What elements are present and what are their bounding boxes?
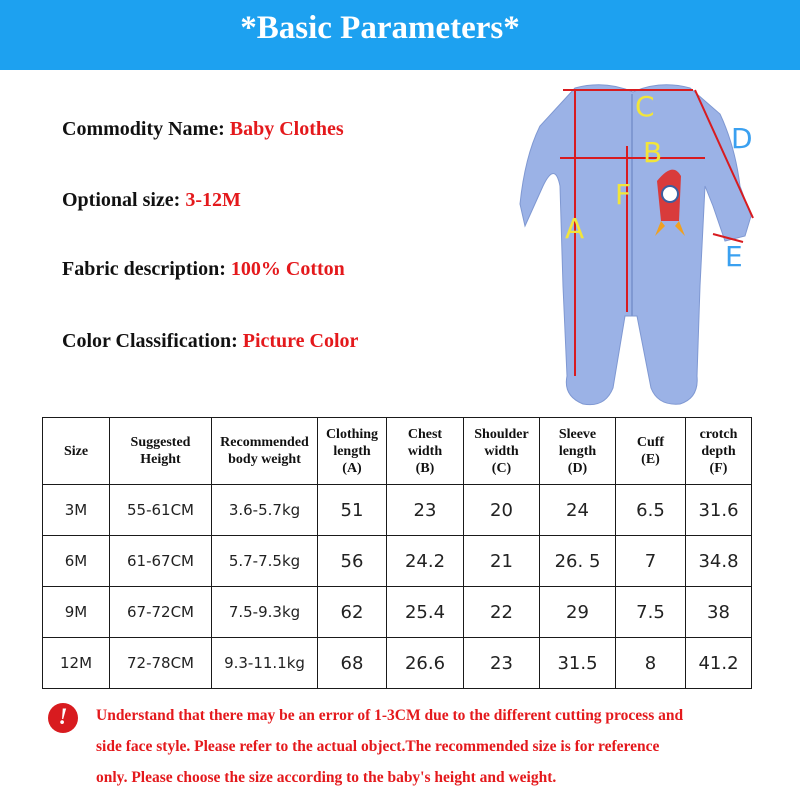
cell-crotch-depth: 41.2 — [686, 638, 752, 689]
info-fabric — [62, 258, 345, 281]
warning-icon: ! — [48, 703, 78, 733]
cell-clothing-length: 68 — [318, 638, 387, 689]
info-color — [62, 330, 358, 353]
info-value: Baby Clothes — [229, 118, 344, 140]
cell-cuff: 6.5 — [616, 485, 686, 536]
table-row — [43, 587, 752, 638]
note-line: only. Please choose the size according to the baby's height and weight. — [96, 769, 557, 786]
cell-chest-width: 24.2 — [387, 536, 464, 587]
table-row — [43, 536, 752, 587]
info-value: 3-12M — [185, 189, 241, 211]
cell-crotch-depth: 38 — [686, 587, 752, 638]
table-row — [43, 638, 752, 689]
cell-clothing-length: 62 — [318, 587, 387, 638]
info-commodity-name — [62, 118, 344, 141]
cell-size: 6M — [43, 536, 110, 587]
cell-sleeve-length: 26. 5 — [540, 536, 616, 587]
label-d: D — [731, 122, 753, 155]
cell-clothing-length: 51 — [318, 485, 387, 536]
header-banner — [0, 0, 800, 70]
info-value: 100% Cotton — [230, 258, 345, 280]
cell-weight: 9.3-11.1kg — [212, 638, 318, 689]
cell-chest-width: 25.4 — [387, 587, 464, 638]
romper-diagram — [515, 76, 800, 416]
cell-height: 67-72CM — [110, 587, 212, 638]
info-label: Commodity Name: — [62, 118, 230, 140]
cell-crotch-depth: 34.8 — [686, 536, 752, 587]
cell-shoulder-width: 20 — [464, 485, 540, 536]
cell-sleeve-length: 29 — [540, 587, 616, 638]
header-cuff: Cuff (E) — [616, 418, 686, 485]
cell-weight: 3.6-5.7kg — [212, 485, 318, 536]
cell-weight: 7.5-9.3kg — [212, 587, 318, 638]
cell-sleeve-length: 31.5 — [540, 638, 616, 689]
cell-shoulder-width: 21 — [464, 536, 540, 587]
page-title: *Basic Parameters* — [240, 10, 520, 46]
label-e: E — [725, 240, 743, 273]
header-weight: Recommended body weight — [212, 418, 318, 485]
info-label: Color Classification: — [62, 330, 243, 352]
header-sleeve-length: Sleeve length (D) — [540, 418, 616, 485]
disclaimer-note — [96, 700, 776, 793]
label-c: C — [635, 90, 655, 123]
size-table — [42, 417, 752, 689]
cell-size: 3M — [43, 485, 110, 536]
info-value: Picture Color — [242, 330, 359, 352]
cell-shoulder-width: 23 — [464, 638, 540, 689]
header-clothing-length: Clothing length (A) — [318, 418, 387, 485]
romper-body-shape — [520, 85, 751, 405]
cell-cuff: 8 — [616, 638, 686, 689]
cell-crotch-depth: 31.6 — [686, 485, 752, 536]
info-label: Optional size: — [62, 189, 186, 211]
cell-clothing-length: 56 — [318, 536, 387, 587]
header-shoulder-width: Shoulder width (C) — [464, 418, 540, 485]
cell-cuff: 7 — [616, 536, 686, 587]
label-b: B — [643, 136, 663, 169]
cell-sleeve-length: 24 — [540, 485, 616, 536]
cell-height: 61-67CM — [110, 536, 212, 587]
header-size: Size — [43, 418, 110, 485]
table-header-row — [43, 418, 752, 485]
label-a: A — [565, 212, 585, 245]
cell-chest-width: 26.6 — [387, 638, 464, 689]
cell-chest-width: 23 — [387, 485, 464, 536]
note-line: Understand that there may be an error of 1-3CM due to the different cutting process and — [96, 707, 684, 724]
cell-size: 9M — [43, 587, 110, 638]
label-f: F — [615, 178, 632, 211]
cell-shoulder-width: 22 — [464, 587, 540, 638]
header-crotch-depth: crotch depth (F) — [686, 418, 752, 485]
header-height: Suggested Height — [110, 418, 212, 485]
cell-weight: 5.7-7.5kg — [212, 536, 318, 587]
info-label: Fabric description: — [62, 258, 231, 280]
cell-cuff: 7.5 — [616, 587, 686, 638]
note-line: side face style. Please refer to the actual object.The recommended size is for reference — [96, 738, 660, 755]
header-chest-width: Chest width (B) — [387, 418, 464, 485]
cell-height: 72-78CM — [110, 638, 212, 689]
info-optional-size — [62, 189, 241, 212]
cell-height: 55-61CM — [110, 485, 212, 536]
cell-size: 12M — [43, 638, 110, 689]
table-row — [43, 485, 752, 536]
